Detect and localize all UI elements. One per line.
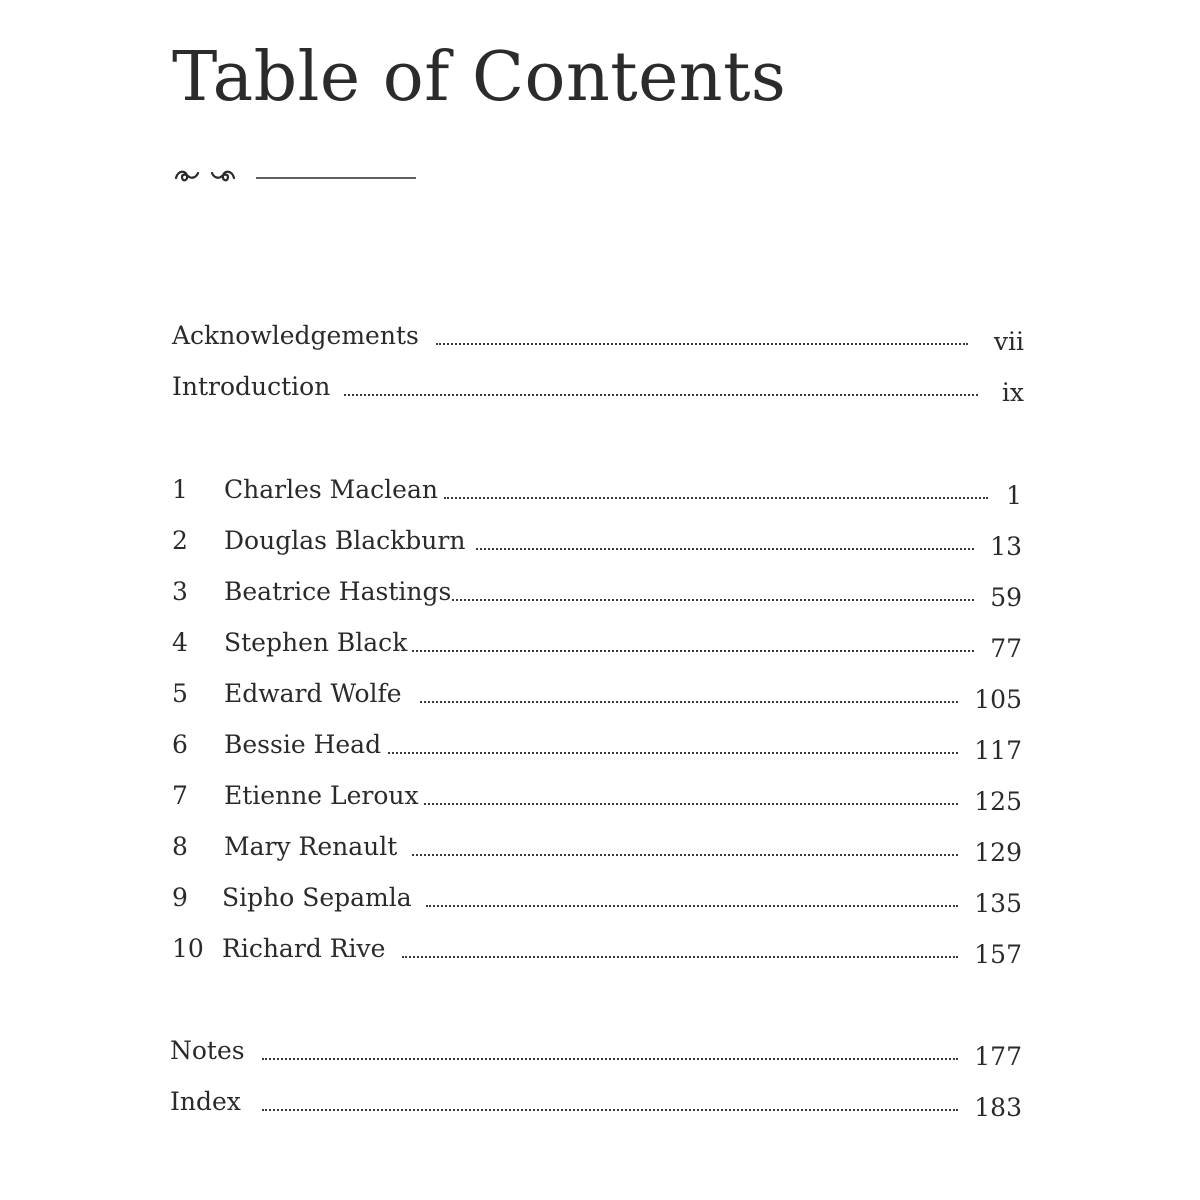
toc-entry-page: vii (993, 327, 1024, 356)
toc-entry-page: 157 (974, 940, 1022, 969)
chapter-number: 2 (172, 526, 188, 555)
toc-entry-page: 13 (990, 532, 1022, 561)
toc-entry-page: 135 (974, 889, 1022, 918)
toc-entry-chapter-1 (172, 475, 1022, 515)
toc-entry-page: 105 (974, 685, 1022, 714)
toc-entry-page: 183 (974, 1093, 1022, 1122)
toc-entry-label: Acknowledgements (172, 321, 419, 350)
toc-entry-label: Index (170, 1087, 241, 1116)
toc-entry-label: Etienne Leroux (224, 781, 419, 810)
dot-leader (476, 548, 974, 550)
page-title: Table of Contents (172, 38, 787, 117)
dot-leader (388, 752, 958, 754)
chapter-number: 1 (172, 475, 188, 504)
chapter-number: 10 (172, 934, 204, 963)
dot-leader (420, 701, 958, 703)
chapter-number: 6 (172, 730, 188, 759)
toc-entry-page: 77 (990, 634, 1022, 663)
flourish-divider-icon (172, 164, 422, 188)
toc-entry-chapter-6 (172, 730, 1022, 770)
chapter-number: 8 (172, 832, 188, 861)
toc-entry-label: Introduction (172, 372, 331, 401)
dot-leader (402, 956, 958, 958)
dot-leader (262, 1109, 958, 1111)
toc-entry-chapter-10 (172, 934, 1022, 974)
dot-leader (444, 497, 988, 499)
toc-entry-label: Edward Wolfe (224, 679, 402, 708)
toc-entry-label: Beatrice Hastings (224, 577, 452, 606)
chapter-number: 3 (172, 577, 188, 606)
toc-entry-page: 117 (974, 736, 1022, 765)
chapter-number: 7 (172, 781, 188, 810)
toc-entry-chapter-8 (172, 832, 1022, 872)
toc-entry-label: Stephen Black (224, 628, 408, 657)
toc-entry-label: Charles Maclean (224, 475, 438, 504)
dot-leader (452, 599, 974, 601)
chapter-number: 9 (172, 883, 188, 912)
dot-leader (344, 394, 978, 396)
toc-entry-label: Bessie Head (224, 730, 382, 759)
dot-leader (412, 650, 974, 652)
toc-entry-label: Sipho Sepamla (222, 883, 412, 912)
toc-entry-label: Richard Rive (222, 934, 386, 963)
toc-entry-page: 177 (974, 1042, 1022, 1071)
toc-entry-page: ix (1001, 378, 1024, 407)
chapter-number: 4 (172, 628, 188, 657)
toc-entry-chapter-3 (172, 577, 1022, 617)
toc-entry-chapter-2 (172, 526, 1022, 566)
toc-entry-chapter-7 (172, 781, 1022, 821)
toc-entry-chapter-4 (172, 628, 1022, 668)
toc-entry-page: 129 (974, 838, 1022, 867)
toc-entry-index (170, 1087, 1022, 1127)
chapter-number: 5 (172, 679, 188, 708)
toc-entry-label: Douglas Blackburn (224, 526, 466, 555)
toc-entry-chapter-9 (172, 883, 1022, 923)
toc-entry-label: Mary Renault (224, 832, 398, 861)
dot-leader (426, 905, 958, 907)
toc-entry-page: 59 (990, 583, 1022, 612)
dot-leader (262, 1058, 958, 1060)
toc-entry-introduction (172, 372, 1024, 412)
toc-entry-acknowledgements (172, 321, 1024, 361)
toc-entry-page: 1 (1006, 481, 1022, 510)
toc-entry-chapter-5 (172, 679, 1022, 719)
toc-entry-page: 125 (974, 787, 1022, 816)
dot-leader (412, 854, 958, 856)
dot-leader (424, 803, 958, 805)
dot-leader (436, 343, 968, 345)
toc-entry-label: Notes (170, 1036, 245, 1065)
toc-entry-notes (170, 1036, 1022, 1076)
